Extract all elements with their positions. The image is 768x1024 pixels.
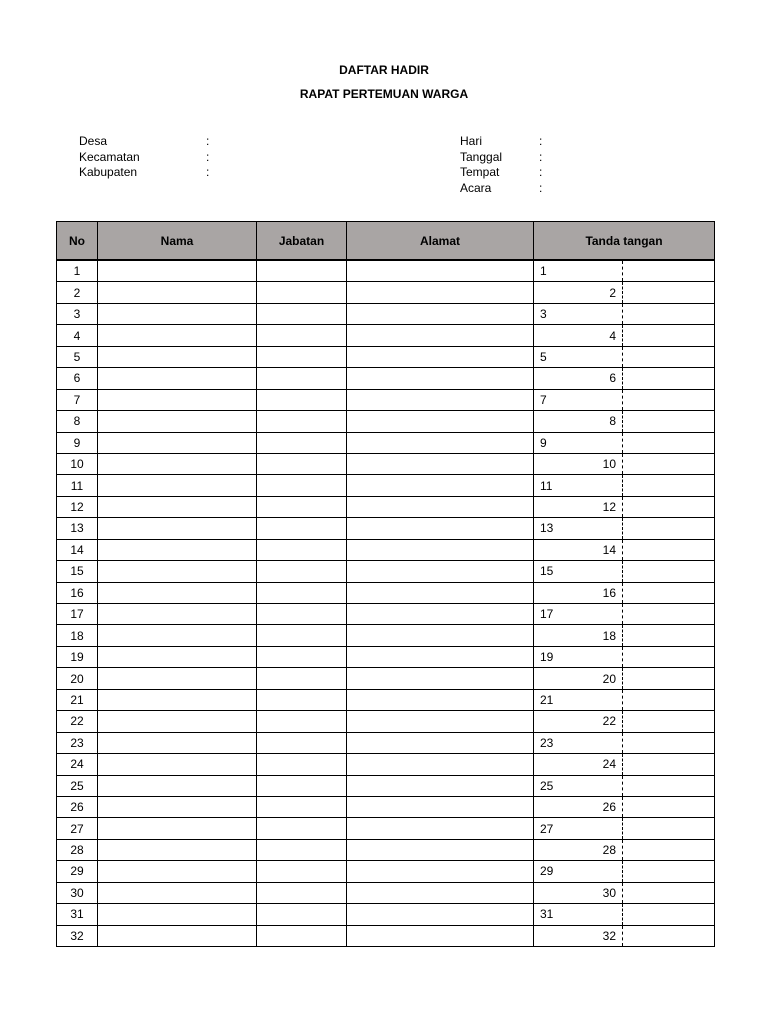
jabatan-cell [257,754,347,775]
signature-number: 8 [534,411,623,432]
signature-cell [623,882,715,903]
row-number: 3 [57,303,98,324]
info-row-tanggal [460,150,660,166]
table-row [57,775,715,796]
alamat-cell [347,882,534,903]
jabatan-cell [257,582,347,603]
column-header-jabatan: Jabatan [257,222,347,261]
jabatan-cell [257,539,347,560]
alamat-cell [347,539,534,560]
row-number: 31 [57,904,98,925]
nama-cell [98,861,257,882]
jabatan-cell [257,625,347,646]
nama-cell [98,882,257,903]
info-label: Acara [460,181,492,196]
jabatan-cell [257,796,347,817]
info-label: Kabupaten [79,165,138,180]
alamat-cell [347,604,534,625]
alamat-cell [347,346,534,367]
alamat-cell [347,411,534,432]
table-row [57,518,715,539]
nama-cell [98,818,257,839]
nama-cell [98,582,257,603]
row-number: 5 [57,346,98,367]
signature-number: 20 [534,668,623,689]
signature-number: 1 [534,260,623,282]
row-number: 18 [57,625,98,646]
row-number: 17 [57,604,98,625]
signature-cell [623,818,715,839]
table-row [57,754,715,775]
signature-number: 12 [534,496,623,517]
signature-cell [623,282,715,303]
signature-cell [623,625,715,646]
nama-cell [98,925,257,946]
jabatan-cell [257,368,347,389]
signature-cell [623,389,715,410]
alamat-cell [347,561,534,582]
signature-cell [623,861,715,882]
signature-cell [623,303,715,324]
jabatan-cell [257,732,347,753]
row-number: 28 [57,839,98,860]
jabatan-cell [257,346,347,367]
row-number: 2 [57,282,98,303]
signature-cell [623,260,715,282]
signature-number: 31 [534,904,623,925]
nama-cell [98,453,257,474]
table-row [57,711,715,732]
signature-number: 11 [534,475,623,496]
signature-cell [623,432,715,453]
row-number: 19 [57,646,98,667]
table-row [57,818,715,839]
signature-number: 22 [534,711,623,732]
signature-number: 29 [534,861,623,882]
signature-number: 10 [534,453,623,474]
info-colon: : [206,165,210,180]
signature-number: 9 [534,432,623,453]
alamat-cell [347,796,534,817]
jabatan-cell [257,518,347,539]
table-row [57,689,715,710]
signature-cell [623,346,715,367]
table-row [57,303,715,324]
signature-cell [623,518,715,539]
nama-cell [98,325,257,346]
jabatan-cell [257,303,347,324]
document-subtitle: RAPAT PERTEMUAN WARGA [299,87,469,101]
alamat-cell [347,775,534,796]
alamat-cell [347,754,534,775]
table-row [57,368,715,389]
row-number: 14 [57,539,98,560]
signature-number: 5 [534,346,623,367]
row-number: 21 [57,689,98,710]
jabatan-cell [257,411,347,432]
signature-number: 27 [534,818,623,839]
signature-number: 24 [534,754,623,775]
table-row [57,582,715,603]
nama-cell [98,754,257,775]
alamat-cell [347,389,534,410]
signature-number: 21 [534,689,623,710]
row-number: 10 [57,453,98,474]
signature-cell [623,925,715,946]
jabatan-cell [257,604,347,625]
table-row [57,475,715,496]
info-colon: : [539,181,543,196]
nama-cell [98,411,257,432]
signature-number: 28 [534,839,623,860]
signature-number: 15 [534,561,623,582]
signature-number: 3 [534,303,623,324]
signature-cell [623,689,715,710]
nama-cell [98,604,257,625]
signature-number: 23 [534,732,623,753]
jabatan-cell [257,711,347,732]
info-label: Kecamatan [79,149,140,164]
row-number: 16 [57,582,98,603]
signature-cell [623,904,715,925]
table-row [57,925,715,946]
row-number: 4 [57,325,98,346]
row-number: 8 [57,411,98,432]
alamat-cell [347,432,534,453]
signature-number: 17 [534,604,623,625]
row-number: 9 [57,432,98,453]
alamat-cell [347,711,534,732]
signature-number: 25 [534,775,623,796]
nama-cell [98,732,257,753]
signature-number: 18 [534,625,623,646]
signature-cell [623,368,715,389]
nama-cell [98,646,257,667]
signature-number: 32 [534,925,623,946]
info-row-desa [79,134,279,150]
signature-cell [623,475,715,496]
nama-cell [98,625,257,646]
signature-cell [623,796,715,817]
nama-cell [98,496,257,517]
signature-number: 14 [534,539,623,560]
nama-cell [98,904,257,925]
signature-number: 4 [534,325,623,346]
info-row-acara [460,181,660,197]
alamat-cell [347,689,534,710]
table-row [57,282,715,303]
nama-cell [98,839,257,860]
nama-cell [98,389,257,410]
info-colon: : [539,165,543,180]
info-block-right [460,134,660,197]
nama-cell [98,796,257,817]
jabatan-cell [257,282,347,303]
column-header-tanda-tangan: Tanda tangan [534,222,715,261]
info-row-tempat [460,165,660,181]
signature-cell [623,732,715,753]
info-colon: : [206,149,210,164]
table-row [57,260,715,282]
column-header-nama: Nama [98,222,257,261]
attendance-table [56,221,715,947]
alamat-cell [347,668,534,689]
alamat-cell [347,818,534,839]
alamat-cell [347,582,534,603]
alamat-cell [347,260,534,282]
nama-cell [98,475,257,496]
signature-cell [623,668,715,689]
jabatan-cell [257,839,347,860]
row-number: 20 [57,668,98,689]
info-colon: : [539,134,543,148]
jabatan-cell [257,668,347,689]
nama-cell [98,432,257,453]
row-number: 26 [57,796,98,817]
jabatan-cell [257,904,347,925]
signature-cell [623,496,715,517]
row-number: 6 [57,368,98,389]
table-row [57,604,715,625]
info-block-left [79,134,279,181]
row-number: 29 [57,861,98,882]
row-number: 15 [57,561,98,582]
jabatan-cell [257,646,347,667]
alamat-cell [347,325,534,346]
jabatan-cell [257,453,347,474]
table-row [57,453,715,474]
table-row [57,432,715,453]
nama-cell [98,303,257,324]
nama-cell [98,368,257,389]
nama-cell [98,346,257,367]
table-row [57,561,715,582]
document-title: DAFTAR HADIR [339,63,429,77]
signature-number: 7 [534,389,623,410]
table-row [57,411,715,432]
signature-cell [623,775,715,796]
table-row [57,861,715,882]
info-label: Tempat [460,165,500,180]
row-number: 13 [57,518,98,539]
jabatan-cell [257,818,347,839]
jabatan-cell [257,260,347,282]
alamat-cell [347,282,534,303]
signature-number: 2 [534,282,623,303]
row-number: 7 [57,389,98,410]
jabatan-cell [257,432,347,453]
info-colon: : [539,149,543,164]
signature-cell [623,711,715,732]
nama-cell [98,775,257,796]
alamat-cell [347,625,534,646]
signature-number: 26 [534,796,623,817]
signature-cell [623,561,715,582]
info-row-kabupaten [79,165,279,181]
info-label: Hari [460,134,483,148]
nama-cell [98,282,257,303]
alamat-cell [347,496,534,517]
table-row [57,668,715,689]
table-body [57,260,715,947]
row-number: 23 [57,732,98,753]
row-number: 24 [57,754,98,775]
row-number: 12 [57,496,98,517]
signature-cell [623,582,715,603]
table-row [57,539,715,560]
jabatan-cell [257,475,347,496]
alamat-cell [347,861,534,882]
nama-cell [98,668,257,689]
table-row [57,732,715,753]
jabatan-cell [257,325,347,346]
row-number: 22 [57,711,98,732]
nama-cell [98,260,257,282]
info-row-kecamatan [79,150,279,166]
signature-number: 16 [534,582,623,603]
signature-cell [623,453,715,474]
row-number: 30 [57,882,98,903]
jabatan-cell [257,882,347,903]
table-row [57,839,715,860]
info-row-hari [460,134,660,150]
alamat-cell [347,368,534,389]
signature-number: 6 [534,368,623,389]
alamat-cell [347,904,534,925]
jabatan-cell [257,775,347,796]
signature-cell [623,646,715,667]
alamat-cell [347,925,534,946]
signature-number: 19 [534,646,623,667]
jabatan-cell [257,925,347,946]
table-row [57,904,715,925]
nama-cell [98,689,257,710]
row-number: 32 [57,925,98,946]
jabatan-cell [257,689,347,710]
jabatan-cell [257,861,347,882]
row-number: 27 [57,818,98,839]
alamat-cell [347,303,534,324]
nama-cell [98,561,257,582]
column-header-alamat: Alamat [347,222,534,261]
table-row [57,325,715,346]
alamat-cell [347,475,534,496]
row-number: 11 [57,475,98,496]
table-row [57,625,715,646]
signature-number: 30 [534,882,623,903]
table-row [57,796,715,817]
nama-cell [98,518,257,539]
table-header-row [57,222,715,261]
signature-cell [623,411,715,432]
jabatan-cell [257,561,347,582]
signature-cell [623,539,715,560]
alamat-cell [347,453,534,474]
signature-number: 13 [534,518,623,539]
signature-cell [623,604,715,625]
table-row [57,389,715,410]
column-header-no: No [57,222,98,261]
table-row [57,882,715,903]
info-colon: : [206,134,210,148]
nama-cell [98,711,257,732]
info-label: Tanggal [460,149,503,164]
row-number: 25 [57,775,98,796]
nama-cell [98,539,257,560]
alamat-cell [347,646,534,667]
info-label: Desa [79,134,108,148]
table-row [57,646,715,667]
jabatan-cell [257,496,347,517]
alamat-cell [347,732,534,753]
alamat-cell [347,839,534,860]
signature-cell [623,325,715,346]
table-row [57,496,715,517]
row-number: 1 [57,260,98,282]
table-row [57,346,715,367]
alamat-cell [347,518,534,539]
jabatan-cell [257,389,347,410]
signature-cell [623,754,715,775]
signature-cell [623,839,715,860]
